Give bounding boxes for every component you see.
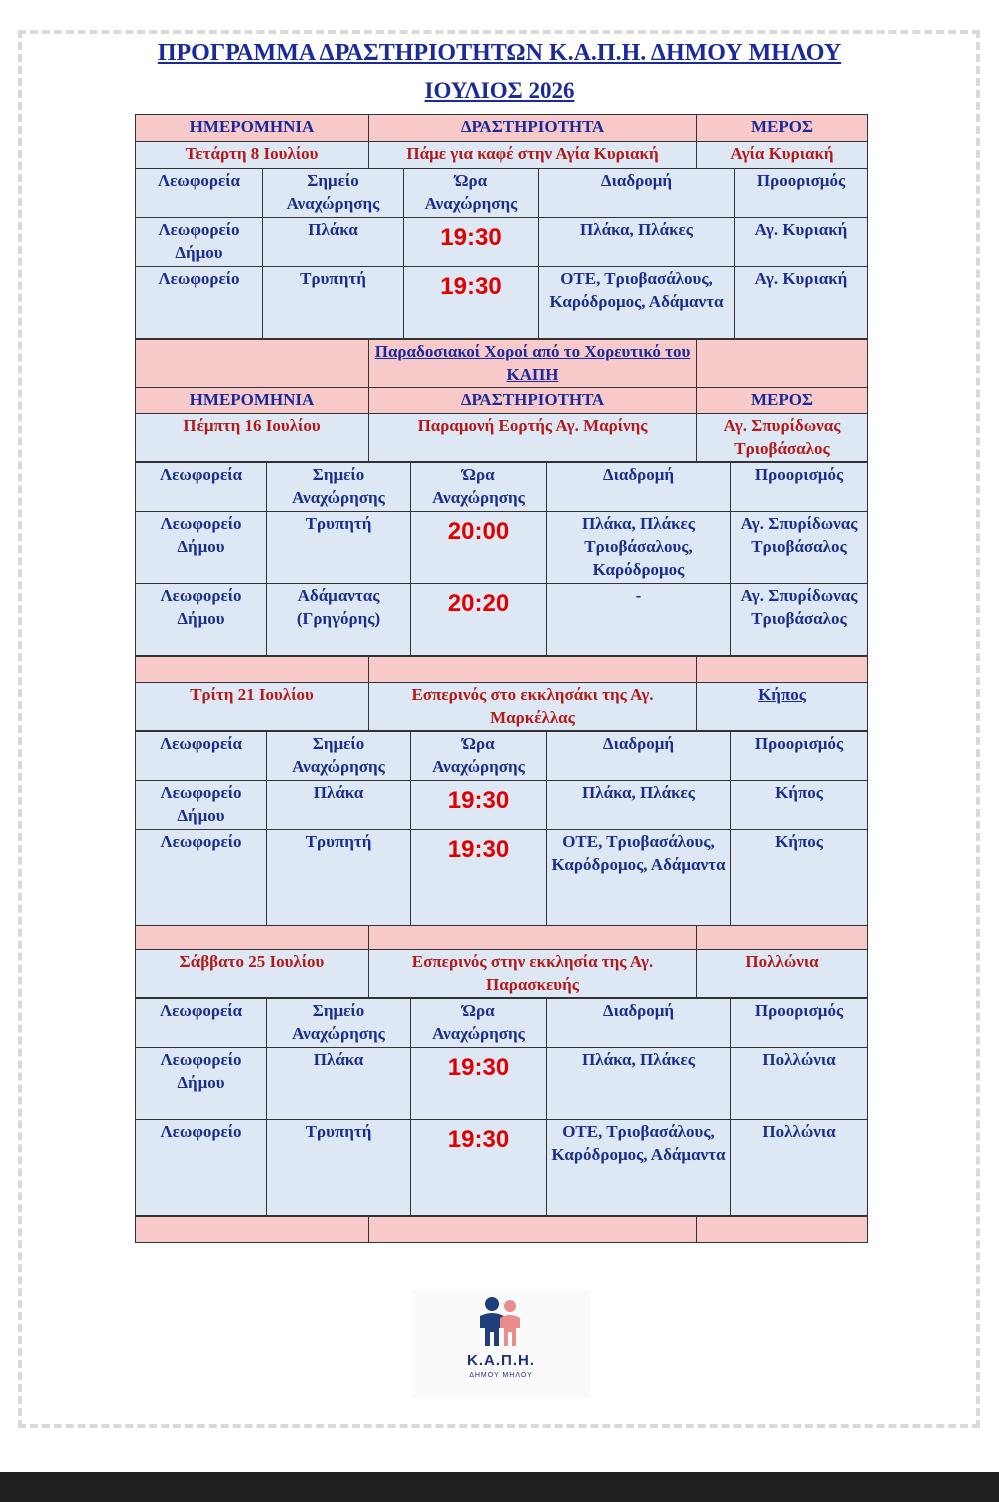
- bus-table-1: [135, 168, 868, 339]
- destination: Αγ. Σπυρίδωνας Τριοβάσαλος: [731, 512, 868, 584]
- departure-time: 19:30: [411, 1048, 547, 1120]
- departure-point: Τρυπητή: [263, 267, 404, 339]
- destination: Κήπος: [731, 830, 868, 926]
- destination: Αγ. Κυριακή: [735, 267, 868, 339]
- page-subtitle: ΙΟΥΛΙΟΣ 2026: [424, 78, 575, 103]
- bus-name: Λεωφορείο Δήμου: [136, 781, 267, 830]
- departure-point: Τρυπητή: [267, 1120, 411, 1216]
- bus-row: [136, 1120, 868, 1216]
- event-activity: Εσπερινός στην εκκλησία της Αγ. Παρασκευής: [369, 950, 697, 998]
- route: Πλάκα, Πλάκες: [547, 781, 731, 830]
- people-logo-icon: [412, 1290, 590, 1350]
- route: -: [547, 584, 731, 656]
- departure-time: 19:30: [404, 218, 539, 267]
- route-col-header: Διαδρομή: [539, 169, 735, 218]
- departure-point-col-header: Σημείο Αναχώρησης: [267, 732, 411, 781]
- bus-row: [136, 1048, 868, 1120]
- route: ΟΤΕ, Τριοβασάλους, Καρόδρομος, Αδάμαντα: [539, 267, 735, 339]
- bus-name: Λεωφορείο Δήμου: [136, 512, 267, 584]
- departure-point: Πλάκα: [267, 781, 411, 830]
- bus-name: Λεωφορείο: [136, 1120, 267, 1216]
- event-date: Τρίτη 21 Ιουλίου: [136, 683, 369, 731]
- departure-point: Τρυπητή: [267, 830, 411, 926]
- logo-text: Κ.Α.Π.Η.: [467, 1352, 535, 1369]
- destination: Αγ. Σπυρίδωνας Τριοβάσαλος: [731, 584, 868, 656]
- departure-time: 19:30: [404, 267, 539, 339]
- departure-point: Αδάμαντας (Γρηγόρης): [267, 584, 411, 656]
- header-place: ΜΕΡΟΣ: [697, 115, 868, 142]
- event-activity: Παραμονή Εορτής Αγ. Μαρίνης: [369, 414, 697, 462]
- route: ΟΤΕ, Τριοβασάλους, Καρόδρομος, Αδάμαντα: [547, 830, 731, 926]
- bus-name: Λεωφορείο: [136, 830, 267, 926]
- header-date: ΗΜΕΡΟΜΗΝΙΑ: [136, 388, 369, 414]
- bus-col-header: Λεωφορεία: [136, 169, 263, 218]
- bus-col-header: Λεωφορεία: [136, 732, 267, 781]
- dance-note: [369, 340, 697, 388]
- route-col-header: Διαδρομή: [547, 732, 731, 781]
- departure-time: 20:20: [411, 584, 547, 656]
- bus-row: [136, 512, 868, 584]
- header-place: ΜΕΡΟΣ: [697, 388, 868, 414]
- header-date: ΗΜΕΡΟΜΗΝΙΑ: [136, 115, 369, 142]
- bus-col-header: Λεωφορεία: [136, 999, 267, 1048]
- departure-point-col-header: Σημείο Αναχώρησης: [267, 999, 411, 1048]
- bus-table-3: [135, 731, 868, 926]
- event-place: [697, 683, 868, 731]
- destination: Πολλώνια: [731, 1120, 868, 1216]
- departure-time: 20:00: [411, 512, 547, 584]
- dance-note-text[interactable]: Παραδοσιακοί Χοροί από το Χορευτικό του ΚΑΠΗ: [374, 342, 691, 384]
- event-activity: Πάμε για καφέ στην Αγία Κυριακή: [369, 142, 697, 169]
- event-header-table-1: [135, 114, 868, 169]
- route: Πλάκα, Πλάκες Τριοβάσαλους, Καρόδρομος: [547, 512, 731, 584]
- departure-point-col-header: Σημείο Αναχώρησης: [263, 169, 404, 218]
- bus-row: [136, 584, 868, 656]
- event-date: Πέμπτη 16 Ιουλίου: [136, 414, 369, 462]
- event-date: Τετάρτη 8 Ιουλίου: [136, 142, 369, 169]
- route: Πλάκα, Πλάκες: [547, 1048, 731, 1120]
- bus-name: Λεωφορείο Δήμου: [136, 1048, 267, 1120]
- event-place: Πολλώνια: [697, 950, 868, 998]
- bus-row: [136, 781, 868, 830]
- bus-row: [136, 830, 868, 926]
- event-place: Αγ. Σπυρίδωνας Τριοβάσαλος: [697, 414, 868, 462]
- destination-col-header: Προορισμός: [731, 999, 868, 1048]
- route-col-header: Διαδρομή: [547, 463, 731, 512]
- closing-row-table: [135, 1216, 868, 1243]
- departure-time: 19:30: [411, 830, 547, 926]
- bus-row: [136, 267, 868, 339]
- departure-time-col-header: Ώρα Αναχώρησης: [411, 999, 547, 1048]
- departure-point: Πλάκα: [267, 1048, 411, 1120]
- bus-name: Λεωφορείο Δήμου: [136, 584, 267, 656]
- bus-table-2: [135, 462, 868, 656]
- departure-time: 19:30: [411, 1120, 547, 1216]
- departure-time-col-header: Ώρα Αναχώρησης: [404, 169, 539, 218]
- departure-time-col-header: Ώρα Αναχώρησης: [411, 463, 547, 512]
- destination-col-header: Προορισμός: [731, 732, 868, 781]
- route: Πλάκα, Πλάκες: [539, 218, 735, 267]
- departure-time-col-header: Ώρα Αναχώρησης: [411, 732, 547, 781]
- event-header-table-4: [135, 925, 868, 998]
- logo-subtext: ΔΗΜΟΥ ΜΗΛΟΥ: [469, 1372, 533, 1379]
- bus-table-4: [135, 998, 868, 1216]
- destination: Πολλώνια: [731, 1048, 868, 1120]
- destination-col-header: Προορισμός: [731, 463, 868, 512]
- page-title: ΠΡΟΓΡΑΜΜΑ ΔΡΑΣΤΗΡΙΟΤΗΤΩΝ Κ.Α.Π.Η. ΔΗΜΟΥ ΜΗΛΟΥ: [157, 40, 842, 66]
- event-activity: Εσπερινός στο εκκλησάκι της Αγ. Μαρκέλλας: [369, 683, 697, 731]
- bus-name: Λεωφορείο Δήμου: [136, 218, 263, 267]
- kapi-logo: [412, 1290, 590, 1398]
- bottom-bar: [0, 1472, 999, 1502]
- route: ΟΤΕ, Τριοβασάλους, Καρόδρομος, Αδάμαντα: [547, 1120, 731, 1216]
- bus-name: Λεωφορείο: [136, 267, 263, 339]
- destination: Κήπος: [731, 781, 868, 830]
- departure-point: Πλάκα: [263, 218, 404, 267]
- departure-point-col-header: Σημείο Αναχώρησης: [267, 463, 411, 512]
- header-activity: ΔΡΑΣΤΗΡΙΟΤΗΤΑ: [369, 388, 697, 414]
- route-col-header: Διαδρομή: [547, 999, 731, 1048]
- event-place: Αγία Κυριακή: [697, 142, 868, 169]
- departure-point: Τρυπητή: [267, 512, 411, 584]
- bus-col-header: Λεωφορεία: [136, 463, 267, 512]
- destination-col-header: Προορισμός: [735, 169, 868, 218]
- event-header-table-3: [135, 656, 868, 731]
- event-date: Σάββατο 25 Ιουλίου: [136, 950, 369, 998]
- event-place-link[interactable]: Κήπος: [758, 685, 806, 704]
- header-activity: ΔΡΑΣΤΗΡΙΟΤΗΤΑ: [369, 115, 697, 142]
- destination: Αγ. Κυριακή: [735, 218, 868, 267]
- bus-row: [136, 218, 868, 267]
- event-header-table-2: [135, 339, 868, 462]
- departure-time: 19:30: [411, 781, 547, 830]
